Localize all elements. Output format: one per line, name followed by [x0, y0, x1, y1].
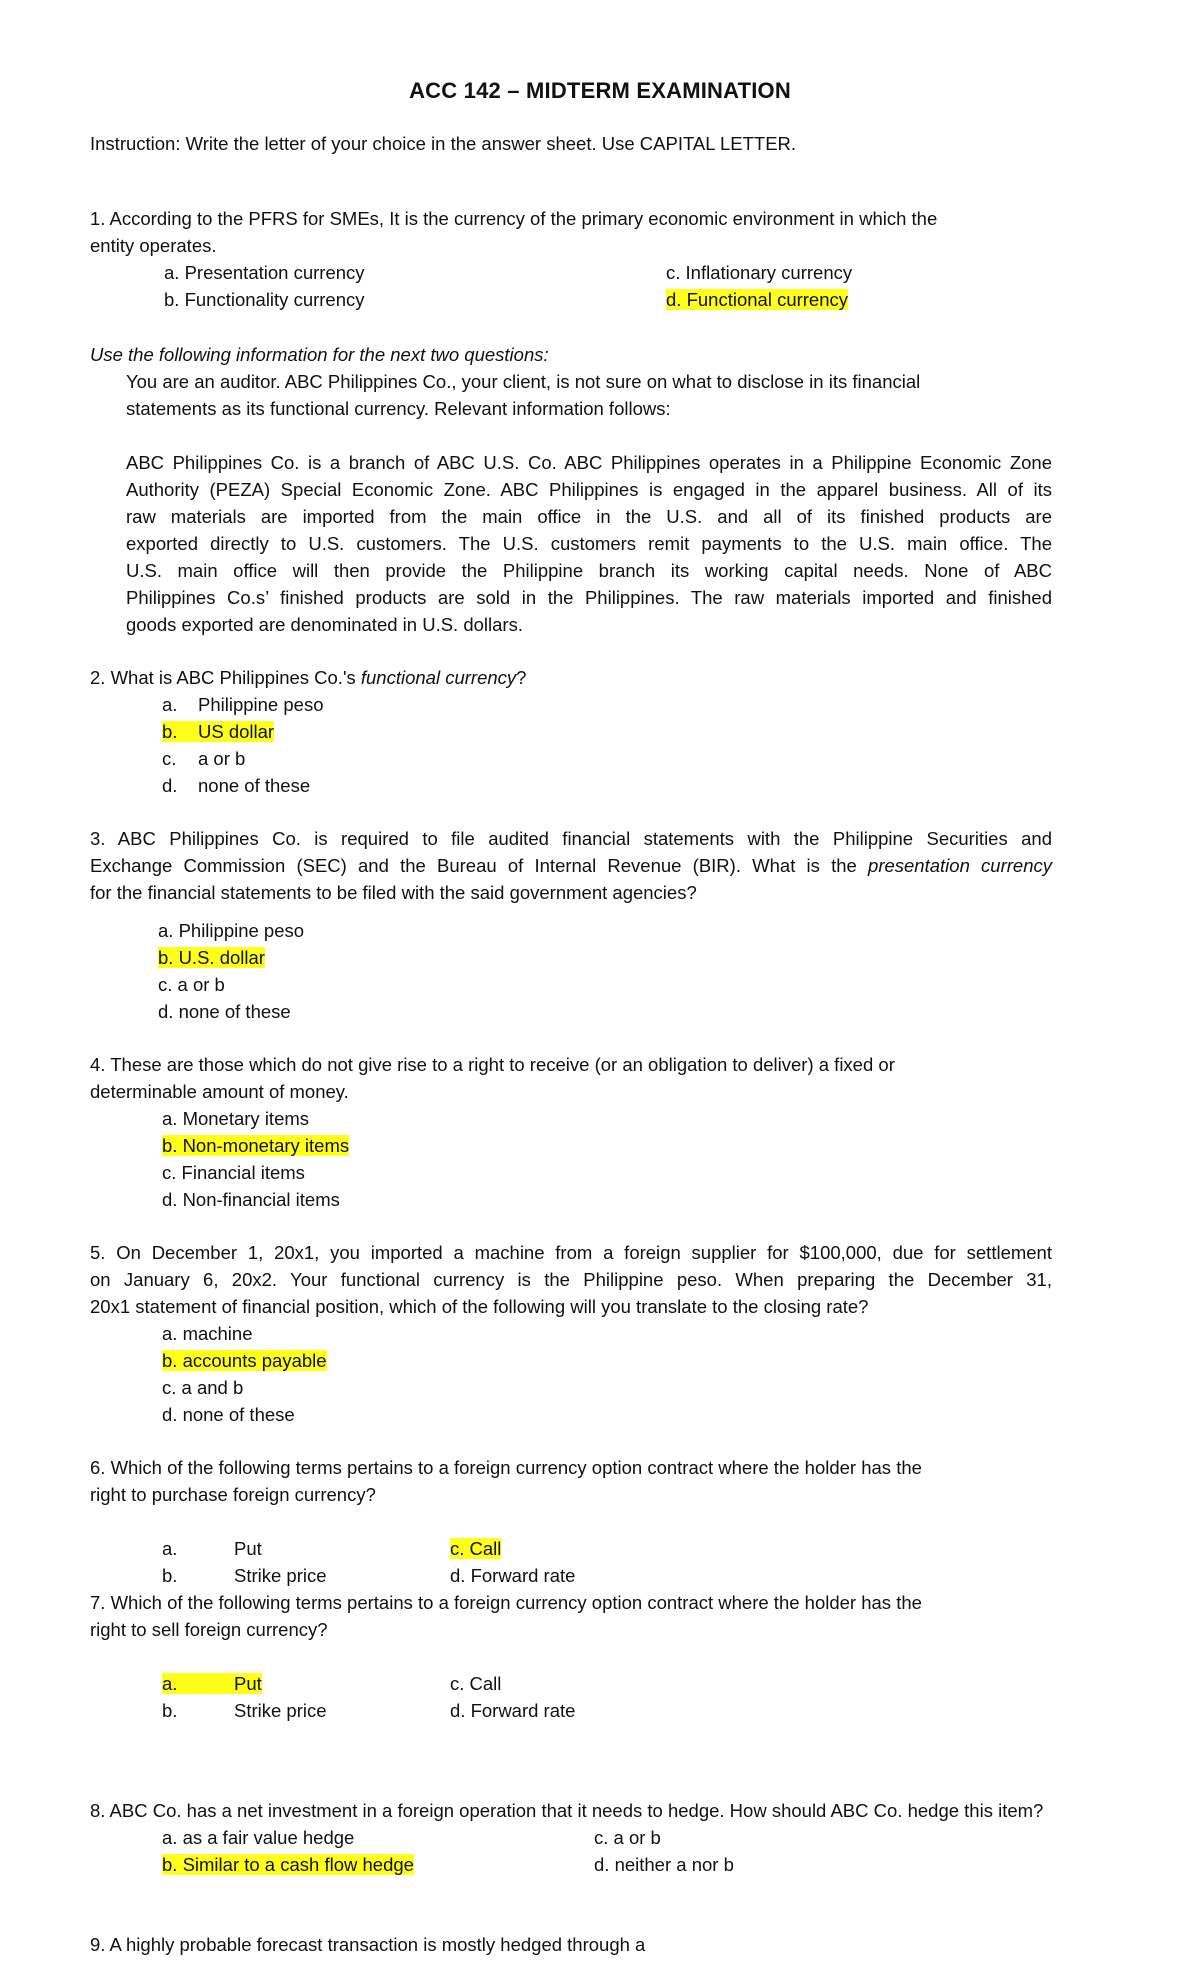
- case-para2-line6: Philippines Co.s’ finished products are sold in the Philippines. The raw materials imported and finished: [126, 587, 1052, 608]
- q5-option-c: c. a and b: [162, 1377, 244, 1398]
- case-para2-line7: goods exported are denominated in U.S. dollars.: [126, 614, 523, 635]
- case-para2-line2: Authority (PEZA) Special Economic Zone. ABC Philippines is engaged in the apparel business. All of its: [126, 479, 1052, 500]
- q6-option-b-text: Strike price: [234, 1565, 327, 1586]
- q1-option-d-answer: d. Functional currency: [666, 289, 849, 310]
- q3-option-a: a. Philippine peso: [158, 920, 305, 941]
- q8-stem: 8. ABC Co. has a net investment in a foreign operation that it needs to hedge. How should ABC Co. hedge this item?: [90, 1800, 1044, 1821]
- q3-stem-line1: 3. ABC Philippines Co. is required to file audited financial statements with the Philippine Securities and: [90, 828, 1052, 849]
- q3-stem-line3: for the financial statements to be filed with the said government agencies?: [90, 882, 697, 903]
- case-para2-line5: U.S. main office will then provide the Philippine branch its working capital needs. None of ABC: [126, 560, 1052, 581]
- case-para2-line3: raw materials are imported from the main office in the U.S. and all of its finished products are: [126, 506, 1052, 527]
- q2-option-d: d. none of these: [162, 775, 311, 796]
- q1-option-a: a. Presentation currency: [164, 262, 365, 283]
- q6-stem-line1: 6. Which of the following terms pertains to a foreign currency option contract where the holder has the: [90, 1457, 922, 1478]
- case-para1-line1: You are an auditor. ABC Philippines Co., your client, is not sure on what to disclose in its financial: [126, 371, 921, 392]
- q4-option-a: a. Monetary items: [162, 1108, 310, 1129]
- q6-option-b-letter: b.: [162, 1565, 178, 1586]
- q4-option-d: d. Non-financial items: [162, 1189, 340, 1210]
- q3-option-b-answer: b. U.S. dollar: [158, 947, 265, 968]
- q8-option-c: c. a or b: [594, 1827, 661, 1848]
- q3-option-d: d. none of these: [158, 1001, 291, 1022]
- q6-option-d: d. Forward rate: [450, 1565, 576, 1586]
- q7-option-a-answer: a. Put: [162, 1673, 262, 1694]
- q4-stem-line1: 4. These are those which do not give rise to a right to receive (or an obligation to deliver) a fixed or: [90, 1054, 895, 1075]
- q6-option-a-text: Put: [234, 1538, 262, 1559]
- q4-option-b-answer: b. Non-monetary items: [162, 1135, 350, 1156]
- q7-option-b-text: Strike price: [234, 1700, 327, 1721]
- q2-option-c: c. a or b: [162, 748, 246, 769]
- case-para1-line2: statements as its functional currency. Relevant information follows:: [126, 398, 671, 419]
- q5-stem-line1: 5. On December 1, 20x1, you imported a machine from a foreign supplier for $100,000, due for settlement: [90, 1242, 1052, 1263]
- case-intro: Use the following information for the next two questions:: [90, 344, 549, 365]
- q6-stem-line2: right to purchase foreign currency?: [90, 1484, 376, 1505]
- q2-option-a: a. Philippine peso: [162, 694, 324, 715]
- q1-option-c: c. Inflationary currency: [666, 262, 853, 283]
- q6-option-c-answer: c. Call: [450, 1538, 502, 1559]
- q1-option-b: b. Functionality currency: [164, 289, 365, 310]
- q2-stem: 2. What is ABC Philippines Co.'s functional currency?: [90, 667, 527, 688]
- q3-option-c: c. a or b: [158, 974, 225, 995]
- q4-stem-line2: determinable amount of money.: [90, 1081, 349, 1102]
- q7-option-d: d. Forward rate: [450, 1700, 576, 1721]
- q3-stem-line2: Exchange Commission (SEC) and the Bureau of Internal Revenue (BIR). What is the presentation currency: [90, 855, 1052, 876]
- q5-option-d: d. none of these: [162, 1404, 295, 1425]
- q7-option-b-letter: b.: [162, 1700, 178, 1721]
- q4-option-c: c. Financial items: [162, 1162, 305, 1183]
- case-para2-line4: exported directly to U.S. customers. The U.S. customers remit payments to the U.S. main office. The: [126, 533, 1052, 554]
- q8-option-b-answer: b. Similar to a cash flow hedge: [162, 1854, 414, 1875]
- q2-option-b-answer: b. US dollar: [162, 721, 275, 742]
- q1-stem-line1: 1. According to the PFRS for SMEs, It is the currency of the primary economic environment in which the: [90, 208, 938, 229]
- q5-option-b-answer: b. accounts payable: [162, 1350, 327, 1371]
- q8-option-d: d. neither a nor b: [594, 1854, 734, 1875]
- q5-stem-line2: on January 6, 20x2. Your functional currency is the Philippine peso. When preparing the December 31,: [90, 1269, 1052, 1290]
- q5-option-a: a. machine: [162, 1323, 253, 1344]
- q1-stem-line2: entity operates.: [90, 235, 217, 256]
- page-title: ACC 142 – MIDTERM EXAMINATION: [409, 78, 791, 103]
- q6-option-a-letter: a.: [162, 1538, 178, 1559]
- q7-stem-line1: 7. Which of the following terms pertains to a foreign currency option contract where the holder has the: [90, 1592, 922, 1613]
- q7-stem-line2: right to sell foreign currency?: [90, 1619, 328, 1640]
- q8-option-a: a. as a fair value hedge: [162, 1827, 355, 1848]
- case-para2-line1: ABC Philippines Co. is a branch of ABC U.S. Co. ABC Philippines operates in a Philippine Economic Zone: [126, 452, 1052, 473]
- q5-stem-line3: 20x1 statement of financial position, which of the following will you translate to the closing rate?: [90, 1296, 869, 1317]
- q9-stem: 9. A highly probable forecast transaction is mostly hedged through a: [90, 1934, 646, 1955]
- q7-option-c: c. Call: [450, 1673, 502, 1694]
- instruction-text: Instruction: Write the letter of your choice in the answer sheet. Use CAPITAL LETTER.: [90, 133, 797, 154]
